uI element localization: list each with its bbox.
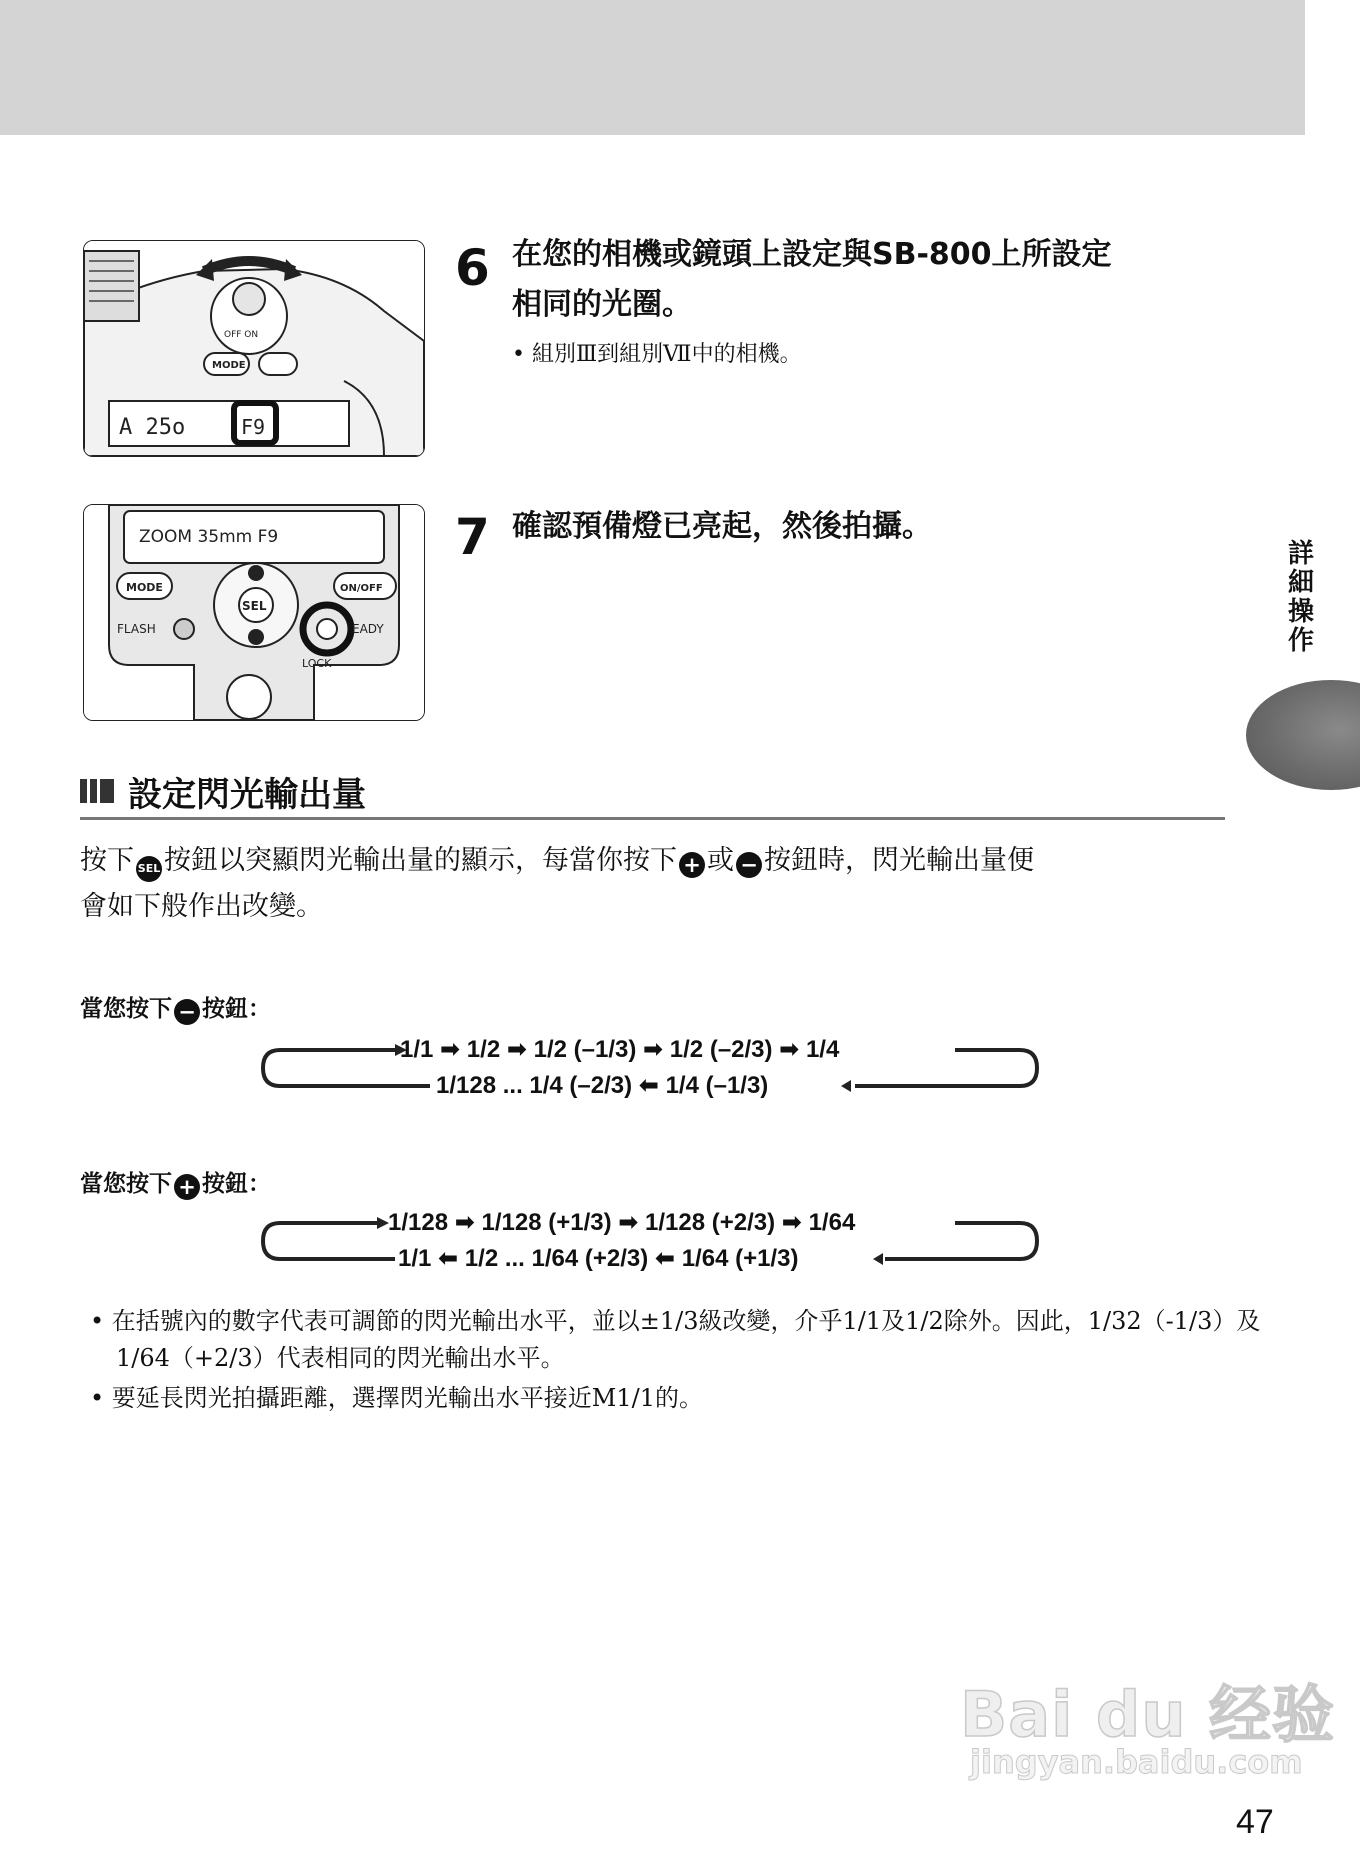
section-rule [80,817,1225,820]
ready-label: EADY [352,622,384,636]
label-text: 當您按下 [80,996,172,1022]
minus-sequence-row1: 1/1 ➡ 1/2 ➡ 1/2 (–1/3) ➡ 1/2 (–2/3) ➡ 1/4 [400,1036,840,1063]
step6-text [512,230,1292,330]
label-text: 按鈕： [202,1171,271,1197]
lcd-shutter-readout: A 25o [119,415,186,440]
page-number: 47 [1236,1803,1274,1841]
step7-text: 確認預備燈已亮起，然後拍攝。 [512,509,932,544]
side-tab-marker [1246,680,1360,790]
plus-block-label [80,1165,271,1200]
note-item: • 要延長閃光拍攝距離，選擇閃光輸出水平接近M1/1的。 [90,1384,703,1412]
sel-button-label: SEL [242,599,267,613]
watermark-url: jingyan.baidu.com [970,1743,1303,1781]
camera-drawing [84,241,424,456]
para-text: 會如下般作出改變。 [80,891,323,922]
plus-button-icon: + [679,852,705,878]
flash-onoff-button-label: ON/OFF [340,583,383,594]
camera-aperture-illustration [83,240,425,457]
lcd-aperture-readout: F9 [241,415,266,439]
flash-panel-drawing [84,505,424,720]
side-tab-char: 作 [1287,626,1314,656]
plus-button-icon: + [174,1174,200,1200]
minus-block-label [80,990,271,1025]
watermark-text: Bai du 经验 [960,1678,1336,1751]
section-paragraph [80,838,1230,930]
plus-sequence-row1: 1/128 ➡ 1/128 (+1/3) ➡ 1/128 (+2/3) ➡ 1/64 [388,1209,856,1236]
section-title: 設定閃光輸出量 [128,774,366,815]
section-marker-icon [80,779,114,803]
flash-mode-button-label: MODE [126,581,163,594]
minus-button-icon: − [736,852,762,878]
para-text: 按鈕以突顯閃光輸出量的顯示，每當你按下 [164,845,677,876]
flash-lcd-text: ZOOM 35mm F9 [139,527,279,547]
para-text: 或 [707,845,734,876]
para-text: 按下 [80,845,134,876]
header-band [0,0,1305,135]
flash-label: FLASH [117,622,156,636]
note-item: • 在括號內的數字代表可調節的閃光輸出水平，並以±1/3級改變，介乎1/1及1/2除外。因此，1/32（-1/3）及1/64（+2/3）代表相同的閃光輸出水平。 [90,1307,1261,1372]
baidu-watermark [960,1665,1336,1781]
minus-sequence-row2: 1/128 ... 1/4 (–2/3) ⬅ 1/4 (–1/3) [436,1072,769,1099]
side-tab-char: 詳 [1287,539,1314,569]
step7-number: 7 [455,508,490,566]
step6-line2: 相同的光圈。 [512,287,692,322]
label-text: 當您按下 [80,1171,172,1197]
mode-button-label: MODE [212,360,246,371]
step6-line1: 在您的相機或鏡頭上設定與SB-800上所設定 [512,237,1112,272]
minus-button-icon: − [174,999,200,1025]
side-tab-label [1284,540,1318,656]
plus-sequence-row2: 1/1 ⬅ 1/2 ... 1/64 (+2/3) ⬅ 1/64 (+1/3) [398,1245,799,1272]
section-heading [80,768,366,814]
step6-number: 6 [455,239,490,297]
flash-panel-illustration [83,504,425,721]
side-tab-char: 操 [1287,597,1314,627]
side-tab-char: 細 [1287,568,1314,598]
step6-bullet: • 組別Ⅲ到組別Ⅶ中的相機。 [512,342,802,367]
svg-text:OFF ON: OFF ON [224,330,259,340]
para-text: 按鈕時，閃光輸出量便 [764,845,1034,876]
lock-label: LOCK [302,657,332,670]
sel-button-icon: SEL [136,856,162,882]
label-text: 按鈕： [202,996,271,1022]
